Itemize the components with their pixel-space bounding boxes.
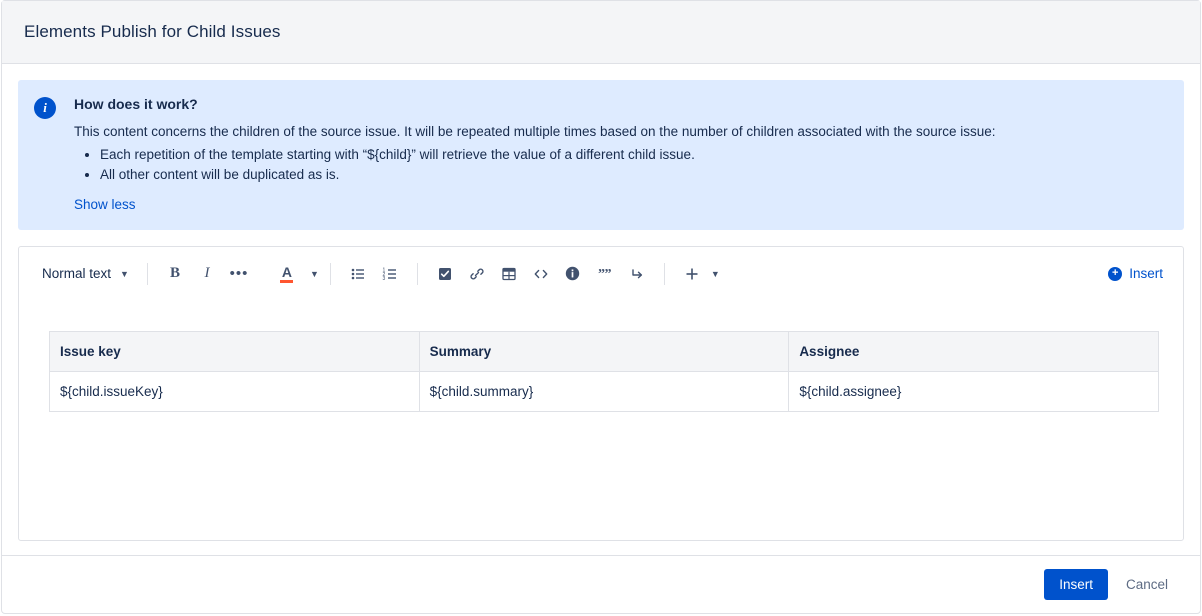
list-item: • All other content will be duplicated as is. [100,165,1166,185]
dialog-footer [2,555,1200,613]
table-body [50,372,1159,412]
expand-icon[interactable] [622,259,652,289]
dialog-body [2,64,1200,555]
toolbar-divider [417,263,418,285]
task-list-icon[interactable] [430,259,460,289]
info-icon: i [34,97,56,119]
dialog [1,0,1201,614]
info-panel-body: This content concerns the children of the source issue. It will be repeated multiple times based on the number of children associated with the source issue: [74,124,996,139]
rich-text-editor [18,246,1184,541]
link-icon[interactable] [462,259,492,289]
code-snippet-icon[interactable] [526,259,556,289]
info-panel-content [74,96,1166,214]
text-style-label: Normal text [42,266,112,282]
content-table [49,331,1159,412]
info-panel-icon[interactable] [558,259,588,289]
column-header-assignee[interactable]: Assignee [789,332,1159,372]
bold-icon[interactable]: B [169,265,180,282]
cell-issue-key[interactable]: ${child.issueKey} [50,372,420,412]
info-panel-bullets [74,145,1166,186]
page-title: Elements Publish for Child Issues [24,22,281,41]
cell-assignee[interactable]: ${child.assignee} [789,372,1159,412]
numbered-list-icon[interactable] [375,259,405,289]
cell-summary[interactable]: ${child.summary} [419,372,789,412]
insert-content-button[interactable] [1102,261,1169,286]
bullet-list-icon[interactable] [343,259,373,289]
svg-text:3: 3 [382,275,386,282]
info-panel [18,80,1184,230]
insert-more-chevron-down-icon[interactable]: ▼ [710,268,720,279]
toolbar-divider [147,263,148,285]
show-less-link[interactable]: Show less [74,197,136,213]
editor-canvas[interactable] [19,300,1183,540]
text-color-icon[interactable]: A [268,259,306,289]
cancel-button[interactable]: Cancel [1114,569,1180,600]
chevron-down-icon: ▼ [120,268,129,279]
insert-content-label: Insert [1129,266,1163,282]
column-header-summary[interactable]: Summary [419,332,789,372]
column-header-issue-key[interactable]: Issue key [50,332,420,372]
svg-text:2: 2 [382,271,386,278]
svg-text:”: ” [604,266,612,282]
editor-toolbar [19,247,1183,300]
info-panel-title: How does it work? [74,96,198,112]
insert-more-icon[interactable] [677,259,707,289]
dialog-header [2,1,1200,64]
more-formatting-icon[interactable]: ••• [229,264,249,282]
toolbar-divider [330,263,331,285]
svg-text:”: ” [597,266,605,282]
table-icon[interactable] [494,259,524,289]
quote-icon[interactable] [590,259,620,289]
insert-button[interactable]: Insert [1044,569,1108,600]
list-item: • Each repetition of the template starting with “${child}” will retrieve the value of a different child issue. [100,145,1166,165]
svg-text:1: 1 [382,267,386,274]
table-row [50,372,1159,412]
table-row [50,332,1159,372]
text-style-dropdown[interactable] [35,261,136,286]
plus-icon: + [1108,267,1122,281]
table-header [50,332,1159,372]
italic-icon[interactable]: I [204,265,210,282]
text-color-chevron-down-icon[interactable]: ▼ [309,268,319,279]
toolbar-divider [664,263,665,285]
